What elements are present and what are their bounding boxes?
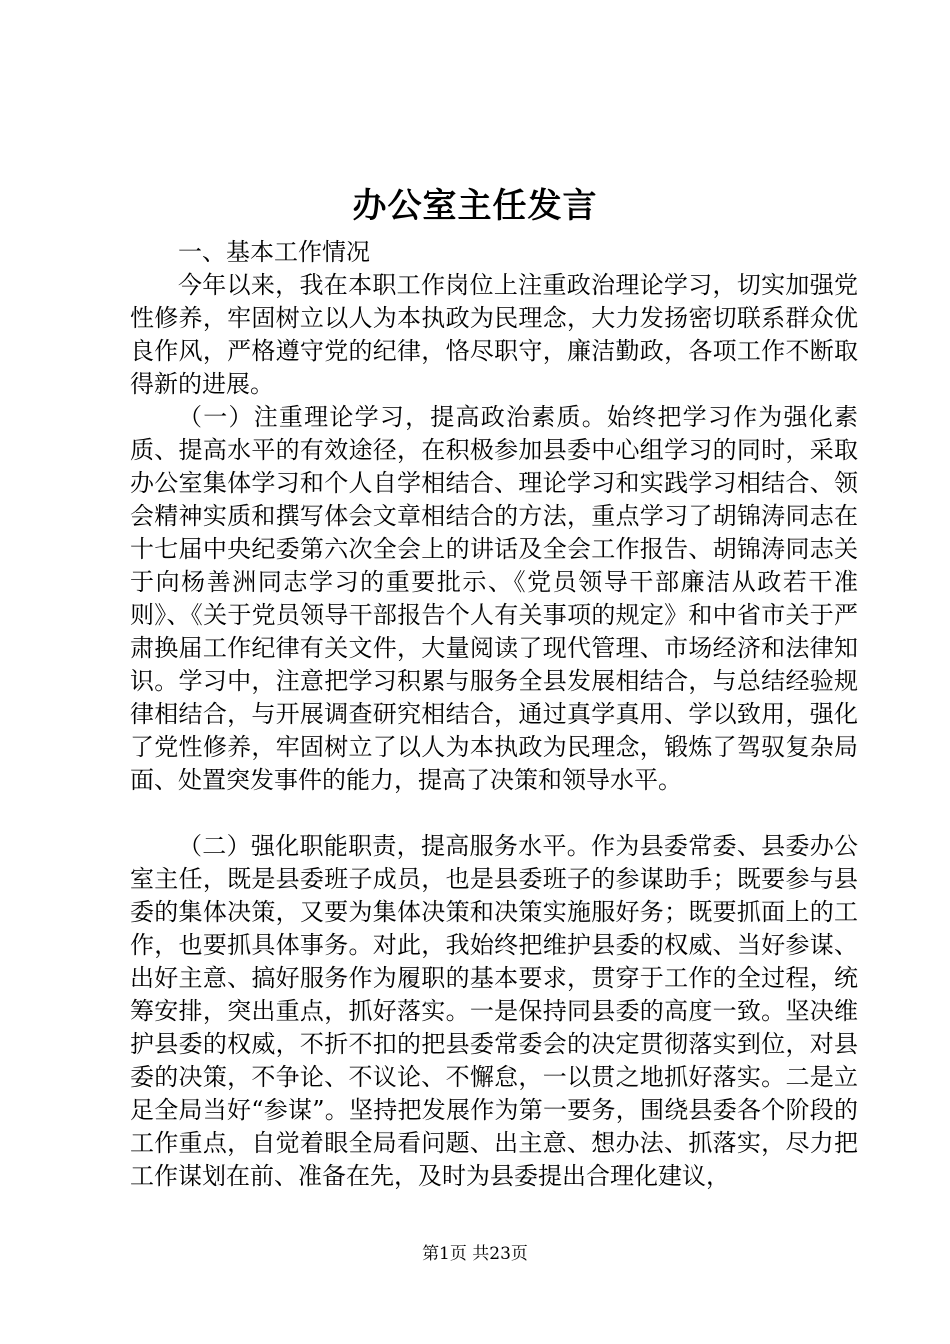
paragraph-duties: （二）强化职能职责，提高服务水平。作为县委常委、县委办公室主任，既是县委班子成员，也是县委班子的参谋助手；既要参与县委的集体决策，又要为集体决策和决策实施服好务；既要抓面上的工作，也要抓具体事务。对此，我始终把维护县委的权威、当好参谋、出好主意、搞好服务作为履职的基本要求，贯穿于工作的全过程，统筹安排，突出重点，抓好落实。一是保持同县委的高度一致。坚决维护县委的权威，不折不扣的把县委常委会的决定贯彻落实到位，对县委的决策，不争论、不议论、不懈怠，一以贯之地抓好落实。二是立足全局当好“参谋”。坚持把发展作为第一要务，围绕县委各个阶段的工作重点，自觉着眼全局看问题、出主意、想办法、抓落实，尽力把工作谋划在前、准备在先，及时为县委提出合理化建议， bbox=[130, 832, 858, 1190]
paragraph-intro: 今年以来，我在本职工作岗位上注重政治理论学习，切实加强党性修养，牢固树立以人为本执政为民理念，大力发扬密切联系群众优良作风，严格遵守党的纪律，恪尽职守，廉洁勤政，各项工作不断取得新的进展。 bbox=[130, 271, 858, 398]
section-heading: 一、基本工作情况 bbox=[178, 238, 370, 266]
page-footer: 第1页 共23页 bbox=[422, 1244, 528, 1264]
document-title: 办公室主任发言 bbox=[352, 186, 598, 226]
paragraph-theory-study: （一）注重理论学习，提高政治素质。始终把学习作为强化素质、提高水平的有效途径，在积极参加县委中心组学习的同时，采取办公室集体学习和个人自学相结合、理论学习和实践学习相结合、领会精神实质和撰写体会文章相结合的方法，重点学习了胡锦涛同志在十七届中央纪委第六次全会上的讲话及全会工作报告、胡锦涛同志关于向杨善洲同志学习的重要批示、《党员领导干部廉洁从政若干准则》、《关于党员领导干部报告个人有关事项的规定》和中省市关于严肃换届工作纪律有关文件，大量阅读了现代管理、市场经济和法律知识。学习中，注意把学习积累与服务全县发展相结合，与总结经验规律相结合，与开展调查研究相结合，通过真学真用、学以致用，强化了党性修养，牢固树立了以人为本执政为民理念，锻炼了驾驭复杂局面、处置突发事件的能力，提高了决策和领导水平。 bbox=[130, 403, 858, 794]
paragraph-gap bbox=[130, 797, 858, 830]
document-body bbox=[130, 236, 858, 1193]
